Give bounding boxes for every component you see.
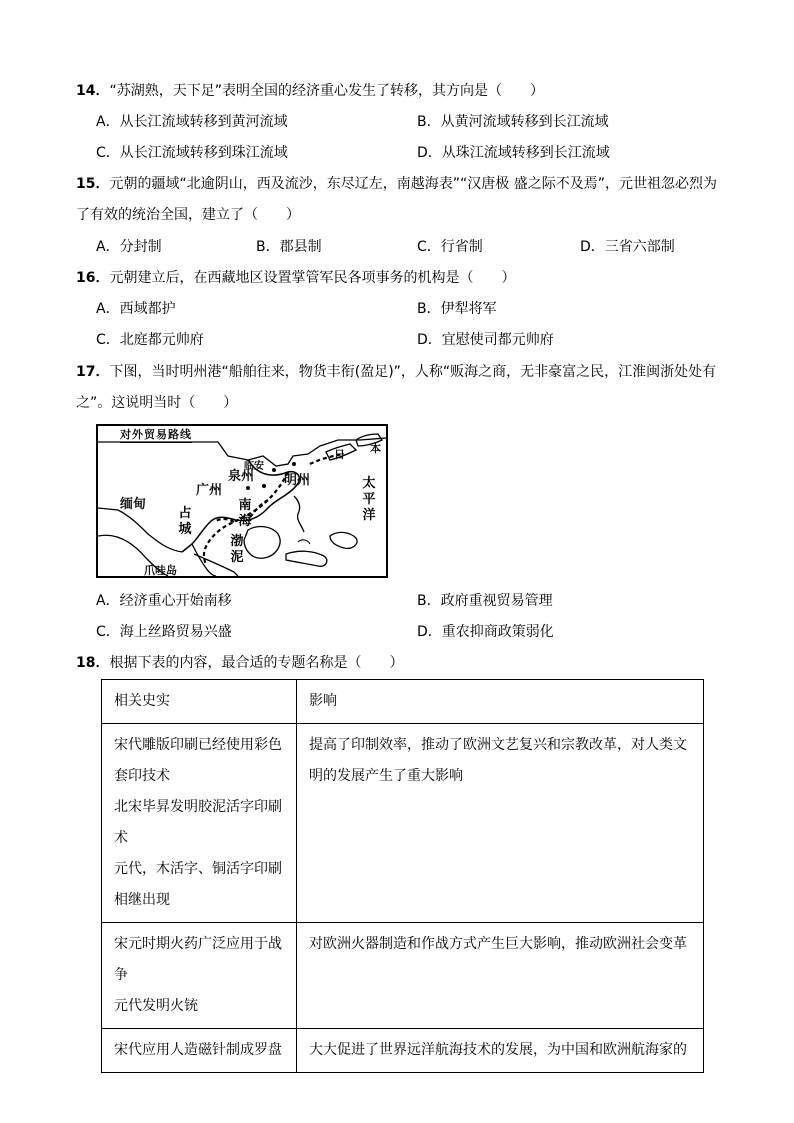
map-label-mingzhou: 明州 bbox=[284, 473, 311, 488]
q16-option-d[interactable]: D．宜慰使司都元帅府 bbox=[417, 332, 554, 348]
map-label-guangzhou: 广州 bbox=[196, 483, 223, 498]
q14-option-a[interactable]: A．从长江流域转移到黄河流域 bbox=[96, 114, 288, 130]
cell-line: 北宋毕昇发明胶泥活字印刷 bbox=[114, 799, 282, 815]
map-label-ben: 本 bbox=[370, 442, 381, 455]
q14-stem bbox=[76, 81, 544, 101]
map-label-taipingyang: 太平洋 bbox=[362, 476, 376, 523]
table-row bbox=[102, 1029, 704, 1073]
map-label-ri: 日 bbox=[334, 448, 345, 461]
table-header-facts: 相关史实 bbox=[102, 680, 297, 724]
table-header-effect: 影响 bbox=[297, 680, 704, 724]
q15-option-b[interactable]: B．郡县制 bbox=[256, 239, 322, 255]
q14-option-c[interactable]: C．从长江流域转移到珠江流域 bbox=[96, 145, 288, 161]
cell-line: 元代发明火铳 bbox=[114, 998, 198, 1014]
table-cell-facts bbox=[102, 724, 297, 923]
q15-option-c[interactable]: C．行省制 bbox=[417, 239, 483, 255]
map-title: 对外贸易路线 bbox=[120, 428, 192, 441]
q18-stem-text: 根据下表的内容，最合适的专题名称是（ ） bbox=[109, 655, 404, 671]
history-table bbox=[101, 679, 704, 1073]
table-cell-effect bbox=[297, 1029, 704, 1073]
cell-line: 宋代应用人造磁针制成罗盘 bbox=[114, 1042, 282, 1058]
q17-stem-line2: 之”。这说明当时（ ） bbox=[76, 395, 238, 411]
q16-stem bbox=[76, 268, 515, 288]
map-label-nanhai: 南海 bbox=[238, 498, 252, 529]
table-cell-effect bbox=[297, 724, 704, 923]
trade-route-map bbox=[96, 424, 388, 578]
q17-option-b[interactable]: B．政府重视贸易管理 bbox=[417, 593, 553, 609]
map-label-zhaowa: 爪哇岛 bbox=[144, 564, 177, 577]
cell-line: 提高了印制效率，推动了欧洲文艺复兴和宗教改革，对人类文 bbox=[309, 737, 687, 753]
q15-number: 15． bbox=[76, 176, 110, 192]
q17-stem-line1 bbox=[76, 362, 716, 382]
q14-number: 14． bbox=[76, 83, 110, 99]
table-cell-facts bbox=[102, 1029, 297, 1073]
q17-option-d[interactable]: D．重农抑商政策弱化 bbox=[417, 624, 554, 640]
map-label-zhancheng: 占城 bbox=[178, 506, 192, 537]
cell-line: 套印技术 bbox=[114, 768, 170, 784]
q14-option-d[interactable]: D．从珠江流域转移到长江流域 bbox=[417, 145, 610, 161]
map-label-lin-an: 临安 bbox=[244, 461, 264, 472]
q18-stem bbox=[76, 653, 403, 673]
cell-line: 宋元时期火药广泛应用于战 bbox=[114, 936, 282, 952]
cell-line: 大大促进了世界远洋航海技术的发展，为中国和欧洲航海家的 bbox=[309, 1042, 687, 1058]
map-label-quanzhou: 泉州 bbox=[228, 469, 255, 484]
q16-option-a[interactable]: A．西域都护 bbox=[96, 301, 176, 317]
cell-line: 争 bbox=[114, 967, 128, 983]
map-label-miandian: 缅甸 bbox=[120, 497, 147, 512]
table-cell-effect bbox=[297, 923, 704, 1029]
q17-option-c[interactable]: C．海上丝路贸易兴盛 bbox=[96, 624, 232, 640]
q17-option-a[interactable]: A．经济重心开始南移 bbox=[96, 593, 232, 609]
q15-option-d[interactable]: D．三省六部制 bbox=[580, 239, 675, 255]
q15-stem-line1 bbox=[76, 174, 717, 194]
cell-line: 术 bbox=[114, 830, 128, 846]
q15-option-a[interactable]: A．分封制 bbox=[96, 239, 162, 255]
q15-stem-text-1: 元朝的疆域“北逾阴山，西及流沙，东尽辽左，南越海表”“汉唐极 盛之际不及焉”，元世祖忽必烈为 bbox=[109, 176, 717, 192]
q14-option-b[interactable]: B．从黄河流域转移到长江流域 bbox=[417, 114, 609, 130]
q16-option-b[interactable]: B．伊犁将军 bbox=[417, 301, 497, 317]
cell-line: 相继出现 bbox=[114, 892, 170, 908]
table-cell-facts bbox=[102, 923, 297, 1029]
table-row bbox=[102, 724, 704, 923]
q18-number: 18． bbox=[76, 655, 110, 671]
q16-option-c[interactable]: C．北庭都元帅府 bbox=[96, 332, 204, 348]
q15-stem-line2: 了有效的统治全国，建立了（ ） bbox=[76, 207, 300, 223]
q14-stem-text: “苏湖熟，天下足”表明全国的经济重心发生了转移，其方向是（ ） bbox=[109, 83, 544, 99]
cell-line: 元代，木活字、铜活字印刷 bbox=[114, 861, 282, 877]
cell-line: 对欧洲火器制造和作战方式产生巨大影响，推动欧洲社会变革 bbox=[309, 936, 687, 952]
q17-stem-text-1: 下图，当时明州港“船舶往来，物货丰衔(盈足)”，人称“贩海之商，无非豪富之民，江淮闽浙处处有 bbox=[109, 364, 717, 380]
cell-line: 明的发展产生了重大影响 bbox=[309, 768, 463, 784]
table-row bbox=[102, 923, 704, 1029]
cell-line: 宋代雕版印刷已经使用彩色 bbox=[114, 737, 282, 753]
q17-number: 17． bbox=[76, 364, 110, 380]
table-header-row bbox=[102, 680, 704, 724]
q16-stem-text: 元朝建立后，在西藏地区设置掌管军民各项事务的机构是（ ） bbox=[109, 270, 516, 286]
map-label-bo-ni: 渤泥 bbox=[230, 534, 244, 565]
q16-number: 16． bbox=[76, 270, 110, 286]
